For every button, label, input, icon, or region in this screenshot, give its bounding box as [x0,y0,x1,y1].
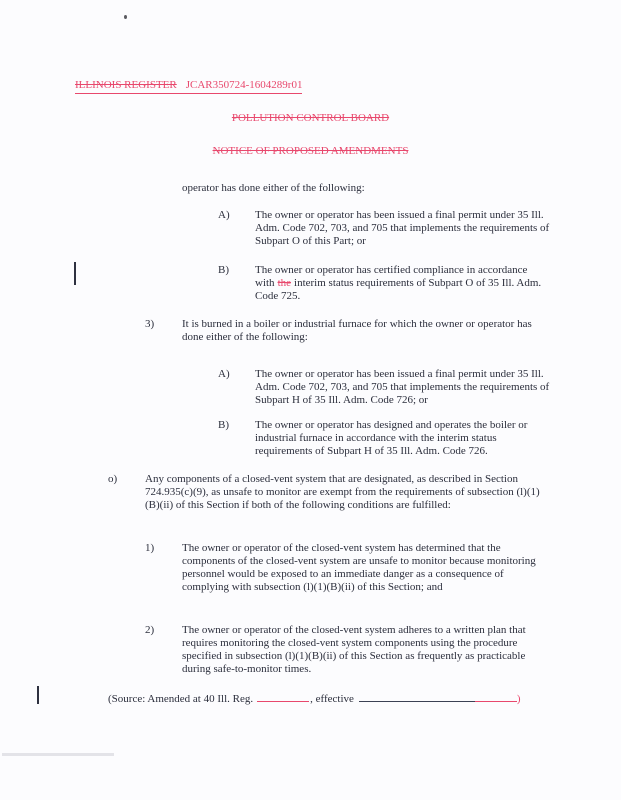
item-label: 3) [145,318,155,330]
source-prefix: (Source: Amended at 40 Ill. Reg. [108,693,254,705]
paragraph-A-first [218,209,552,248]
item-text: The owner or operator has been issued a final permit under 35 Ill. Adm. Code 702, 703, and 705 that implements the requirements of Subpart O of this Part; or [255,209,550,247]
left-margin-mark [74,262,76,285]
scan-smudge [2,753,114,756]
bottom-margin-mark [37,686,39,704]
source-effective-label: , effective [310,693,354,705]
item-label: A) [218,209,230,221]
item-text [255,264,552,303]
item-label: 1) [145,542,155,554]
scan-speck [124,15,127,19]
item-text: It is burned in a boiler or industrial furnace for which the owner or operator has done either of the following: [182,318,532,343]
jcar-number: JCAR350724-1604289r01 [185,79,303,91]
paragraph-o [108,473,545,512]
register-title: ILLINOIS REGISTER [75,79,177,91]
board-title [0,112,621,125]
paragraph-3 [145,318,546,344]
paragraph-B-second [218,419,552,458]
register-underline-group [75,79,302,94]
blank-line-red-end [475,692,517,702]
item-text: The owner or operator of the closed-vent system has determined that the components of the closed-vent system are unsafe to monitor because monitoring personnel would be exposed to an immediate danger as a consequence of complying with subsection (l)(1)(B)(ii) of this Section; and [182,542,536,593]
item-text: The owner or operator has been issued a final permit under 35 Ill. Adm. Code 702, 703, and 705 that implements the requirements of Subpart H of 35 Ill. Adm. Code 726; or [255,368,550,406]
paragraph-1 [145,542,546,594]
paragraph-B-first [218,264,552,303]
paragraph-A-second [218,368,552,407]
notice-title [0,145,621,158]
blank-line-dark [359,692,475,702]
item-label: B) [218,264,229,276]
text-before-deletion: The owner or operator has certified compliance in accordance with [255,264,528,289]
paragraph-intro [182,182,542,195]
register-header-line [75,79,302,94]
item-label: B) [218,419,229,431]
deleted-word: the [277,277,292,289]
blank-line-red [257,692,309,702]
paragraph-2 [145,624,546,676]
intro-text: operator has done either of the following: [182,182,365,194]
item-text: The owner or operator of the closed-vent system adheres to a written plan that requires monitoring the closed-vent system components using the procedure specified in subsection (l)(1)(B)(ii) of this Section as frequently as practicable during safe-to-monitor times. [182,624,526,675]
notice-title-text: NOTICE OF PROPOSED AMENDMENTS [212,145,409,157]
board-title-text: POLLUTION CONTROL BOARD [231,112,390,124]
item-label: 2) [145,624,155,636]
item-label: A) [218,368,230,380]
source-line [108,692,521,706]
source-closing-paren: ) [516,693,521,705]
item-text: The owner or operator has designed and operates the boiler or industrial furnace in accordance with the interim status requirements of Subpart H of 35 Ill. Adm. Code 726. [255,419,528,457]
item-text: Any components of a closed-vent system that are designated, as described in Section 724.935(c)(9), as unsafe to monitor are exempt from the requirements of subsection (l)(1)(B)(ii) of this Section if both of the following conditions are fulfilled: [145,473,540,511]
item-label: o) [108,473,118,485]
text-after-deletion: interim status requirements of Subpart O of 35 Ill. Adm. Code 725. [255,277,542,302]
